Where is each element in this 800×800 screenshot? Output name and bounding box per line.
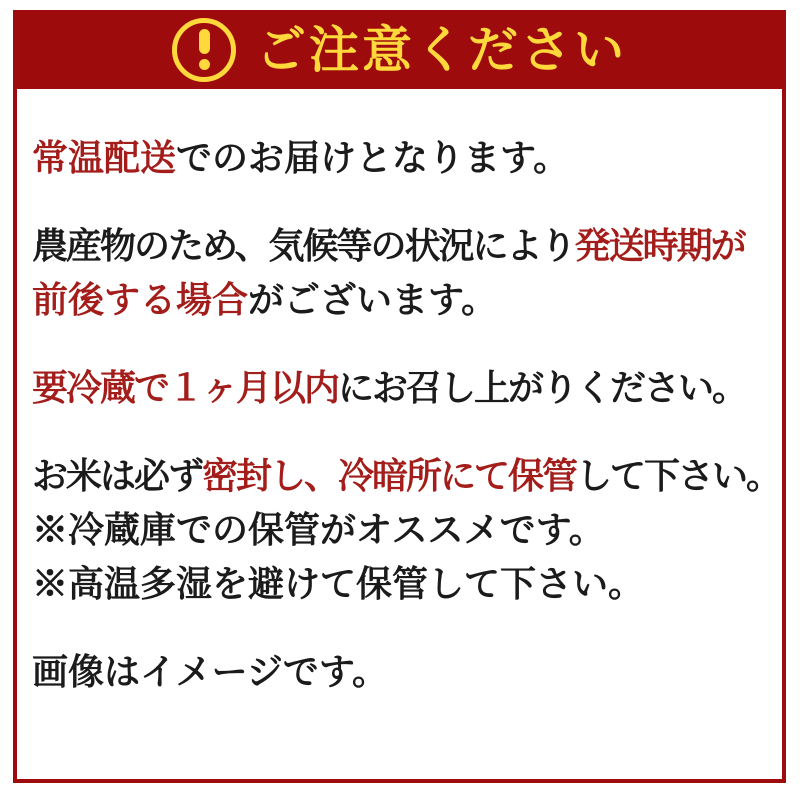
notice-line [32,219,774,273]
banner-title: ご注意ください [256,21,627,78]
notice-banner [13,10,786,89]
notice-paragraph-shipping [32,131,774,185]
text-segment-emphasis: 密封し、冷暗所にて保管 [202,455,577,496]
notice-card [13,10,786,783]
text-segment: 画像はイメージです。 [32,651,389,692]
notice-line [32,557,774,611]
text-segment: 農産物のため、気候等の状況により [32,225,575,266]
text-segment: ※高温多湿を避けて保管して下さい。 [32,563,645,604]
exclamation-bar [199,29,210,54]
notice-line [32,503,774,557]
notice-paragraph-refrigerate [32,361,774,415]
text-segment: お米は必ず [32,455,203,496]
text-segment-emphasis: 常温配送 [32,137,177,178]
notice-line [32,645,774,699]
notice-paragraph-storage [32,449,781,611]
notice-line [32,449,781,503]
exclamation-dot [199,59,210,70]
notice-paragraph-image-disclaimer [32,645,774,699]
notice-line [32,361,774,415]
text-segment: がございます。 [248,279,498,320]
text-segment-emphasis: 発送時期が [574,225,745,266]
text-segment-emphasis: 前後する場合 [32,279,249,320]
notice-body [13,89,786,783]
text-segment: して下さい。 [576,455,781,496]
notice-line [32,131,774,185]
notice-line [32,273,774,327]
text-segment: ※冷蔵庫での保管がオススメです。 [32,509,605,550]
text-segment: でのお届けとなります。 [176,137,570,178]
exclamation-circle-icon [172,18,236,82]
notice-paragraph-timing [32,219,774,327]
text-segment-emphasis: 要冷蔵で１ヶ月以内 [32,367,339,408]
text-segment: にお召し上がりください。 [338,367,747,408]
